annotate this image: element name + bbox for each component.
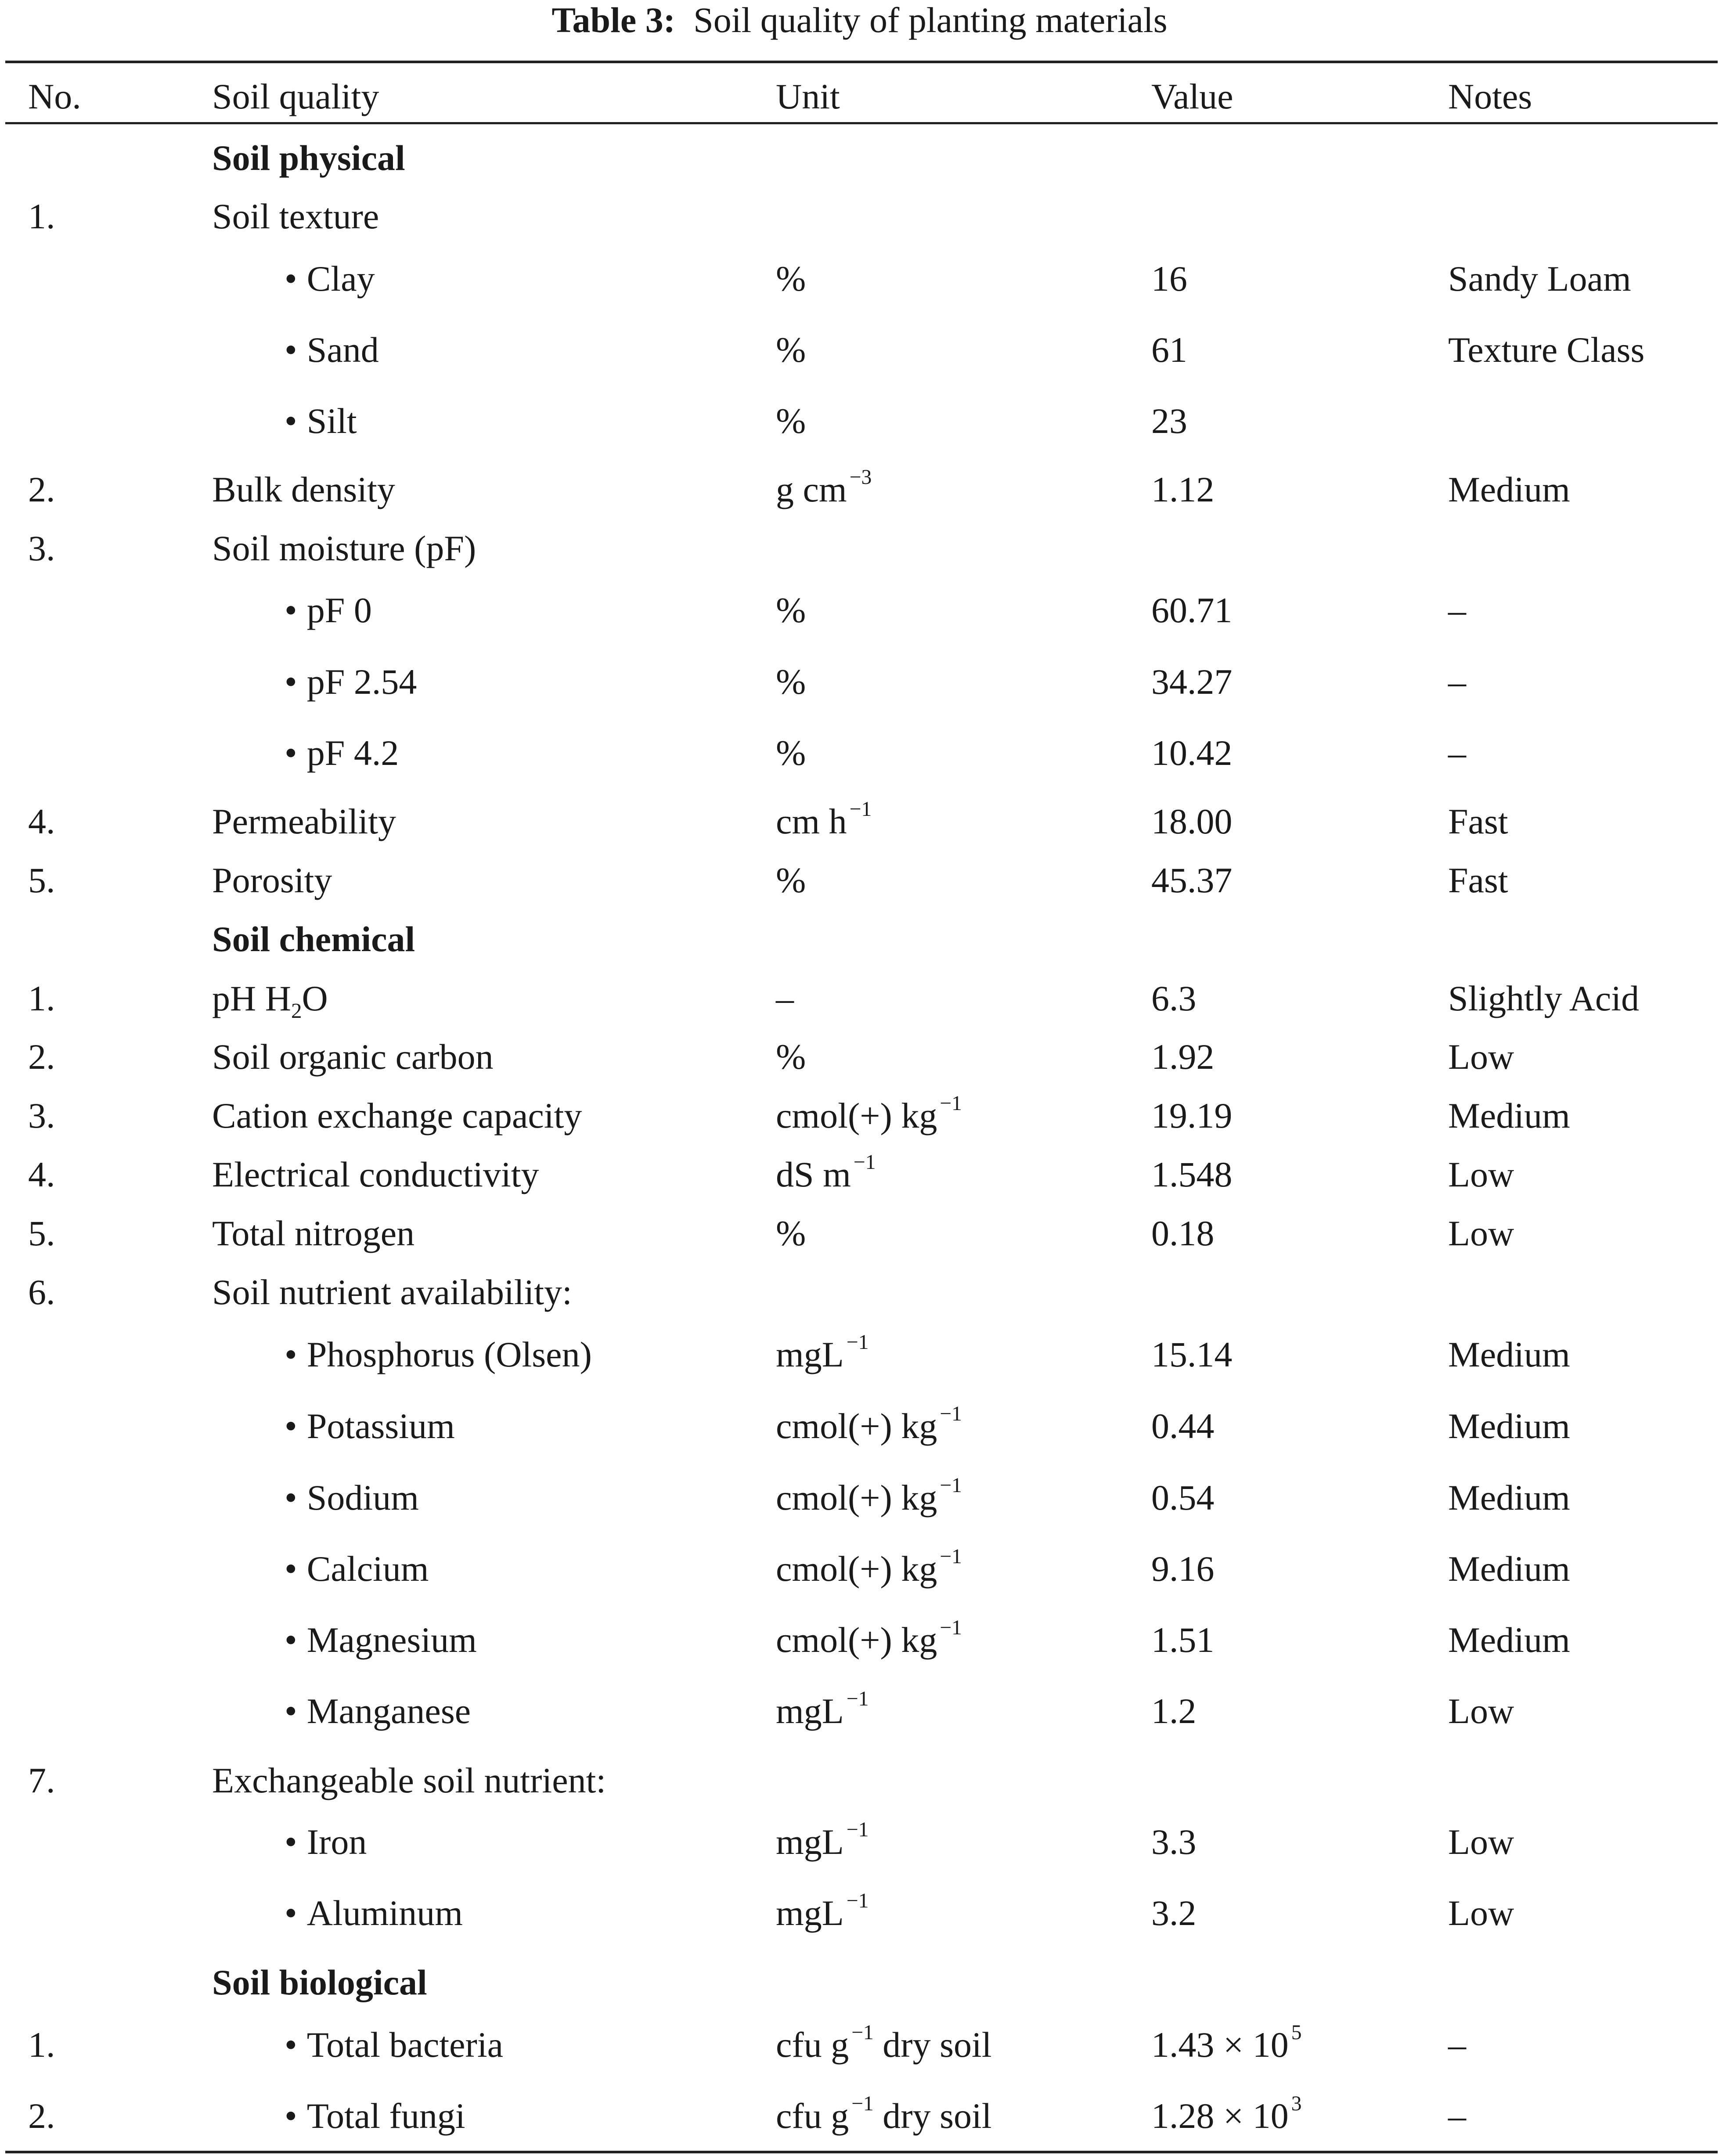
row-value: 0.18 xyxy=(1151,1213,1214,1253)
row-note: – xyxy=(1448,733,1466,773)
bullet: • xyxy=(285,733,297,773)
row-note: Low xyxy=(1448,1822,1514,1862)
row-value: 15.14 xyxy=(1151,1334,1232,1374)
bullet: • xyxy=(285,2025,297,2065)
row-unit: % xyxy=(776,1037,806,1077)
row-value: 34.27 xyxy=(1151,662,1232,702)
row-note: Slightly Acid xyxy=(1448,978,1640,1018)
row-note: – xyxy=(1448,2025,1466,2065)
row-value: 18.00 xyxy=(1151,801,1232,841)
row-note: Fast xyxy=(1448,860,1508,900)
bullet: • xyxy=(285,1822,297,1862)
row-unit: mgL $^{-1}$ xyxy=(776,1330,869,1374)
row-value: 10.42 xyxy=(1151,733,1232,773)
bullet: • xyxy=(285,330,297,370)
row-unit: % xyxy=(776,1213,806,1253)
row-label: • Total bacteria xyxy=(285,2025,503,2065)
row-number: 4. xyxy=(28,801,55,841)
row-value: 1.12 xyxy=(1151,469,1214,509)
row-label: • Total fungi xyxy=(285,2096,465,2136)
row-unit: % xyxy=(776,330,806,370)
row-number: 1. xyxy=(28,978,55,1018)
row-value: 0.44 xyxy=(1151,1406,1214,1446)
row-note: Low xyxy=(1448,1154,1514,1194)
row-note: Low xyxy=(1448,1893,1514,1933)
row-unit: % xyxy=(776,662,806,702)
row-value: 3.3 xyxy=(1151,1822,1196,1862)
row-note: Medium xyxy=(1448,1406,1570,1446)
row-unit: – xyxy=(776,978,794,1018)
row-label: Exchangeable soil nutrient: xyxy=(212,1760,606,1800)
row-label: • Magnesium xyxy=(285,1620,477,1660)
bottom-rule xyxy=(5,2151,1718,2153)
row-label: • Calcium xyxy=(285,1549,429,1589)
row-value: 1.51 xyxy=(1151,1620,1214,1660)
row-unit: mgL $^{-1}$ xyxy=(776,1818,869,1862)
bullet: • xyxy=(285,401,297,441)
row-unit: % xyxy=(776,401,806,441)
row-unit: cfu g $^{-1}$ dry soil xyxy=(776,2021,992,2065)
row-unit: cmol(+) kg $^{-1}$ xyxy=(776,1545,962,1589)
section-biological: Soil biological xyxy=(212,1962,427,2002)
row-number: 5. xyxy=(28,1213,55,1253)
row-label: Permeability xyxy=(212,801,396,841)
row-note: Medium xyxy=(1448,1334,1570,1374)
bullet: • xyxy=(285,1691,297,1731)
row-label: • Sodium xyxy=(285,1478,419,1518)
row-note: – xyxy=(1448,590,1466,630)
row-label: pH $H_2O$ xyxy=(212,978,328,1023)
row-label: • Potassium xyxy=(285,1406,455,1446)
row-note: – xyxy=(1448,2096,1466,2136)
row-unit: cfu g $^{-1}$ dry soil xyxy=(776,2092,992,2136)
row-note: Low xyxy=(1448,1691,1514,1731)
row-note: Medium xyxy=(1448,469,1570,509)
bullet: • xyxy=(285,590,297,630)
row-value: 1.2 xyxy=(1151,1691,1196,1731)
row-number: 5. xyxy=(28,860,55,900)
row-unit: % xyxy=(776,590,806,630)
row-value: 19.19 xyxy=(1151,1096,1232,1136)
row-number: 2. xyxy=(28,469,55,509)
bullet: • xyxy=(285,1620,297,1660)
row-number: 6. xyxy=(28,1272,55,1312)
row-number: 7. xyxy=(28,1760,55,1800)
bullet: • xyxy=(285,1478,297,1518)
row-note: Medium xyxy=(1448,1620,1570,1660)
row-value: 1.548 xyxy=(1151,1154,1232,1194)
row-value: 60.71 xyxy=(1151,590,1232,630)
header-rule xyxy=(5,122,1718,124)
row-label: Soil nutrient availability: xyxy=(212,1272,572,1312)
table-label: Table 3: xyxy=(551,0,676,40)
header-value: Value xyxy=(1151,76,1233,116)
row-label: Cation exchange capacity xyxy=(212,1096,582,1136)
row-unit: cmol(+) kg $^{-1}$ xyxy=(776,1474,962,1518)
row-note: Low xyxy=(1448,1037,1514,1077)
row-label: • Clay xyxy=(285,259,375,299)
top-rule xyxy=(5,61,1718,63)
row-value: 6.3 xyxy=(1151,978,1196,1018)
row-note: Medium xyxy=(1448,1478,1570,1518)
row-unit: % xyxy=(776,259,806,299)
row-value: 0.54 xyxy=(1151,1478,1214,1518)
row-note: – xyxy=(1448,662,1466,702)
section-chemical: Soil chemical xyxy=(212,919,415,959)
row-unit: % xyxy=(776,733,806,773)
bullet: • xyxy=(285,662,297,702)
row-unit: mgL $^{-1}$ xyxy=(776,1889,869,1933)
row-label: Total nitrogen xyxy=(212,1213,415,1253)
bullet: • xyxy=(285,1549,297,1589)
row-value: 45.37 xyxy=(1151,860,1232,900)
row-number: 1. xyxy=(28,2025,55,2065)
row-number: 4. xyxy=(28,1154,55,1194)
row-note: Sandy Loam xyxy=(1448,259,1631,299)
row-value: 16 xyxy=(1151,259,1187,299)
row-note: Medium xyxy=(1448,1549,1570,1589)
row-note: Fast xyxy=(1448,801,1508,841)
row-unit: % xyxy=(776,860,806,900)
row-value: 9.16 xyxy=(1151,1549,1214,1589)
row-number: 3. xyxy=(28,528,55,568)
bullet: • xyxy=(285,2096,297,2136)
row-number: 2. xyxy=(28,1037,55,1077)
row-label: Soil texture xyxy=(212,196,379,236)
row-label: • Silt xyxy=(285,401,357,441)
row-value: 1.92 xyxy=(1151,1037,1214,1077)
header-unit: Unit xyxy=(776,76,840,116)
row-value: 23 xyxy=(1151,401,1187,441)
header-quality: Soil quality xyxy=(212,76,379,116)
row-number: 2. xyxy=(28,2096,55,2136)
bullet: • xyxy=(285,1334,297,1374)
row-note: Texture Class xyxy=(1448,330,1645,370)
row-label: • Phosphorus (Olsen) xyxy=(285,1334,592,1374)
header-no: No. xyxy=(28,76,81,116)
row-unit: g cm $^{-3}$ xyxy=(776,465,872,509)
row-number: 3. xyxy=(28,1096,55,1136)
row-unit: mgL $^{-1}$ xyxy=(776,1687,869,1731)
row-label: • pF 2.54 xyxy=(285,662,417,702)
bullet: • xyxy=(285,1406,297,1446)
row-unit: cmol(+) kg $^{-1}$ xyxy=(776,1092,962,1136)
row-label: • Iron xyxy=(285,1822,367,1862)
row-label: • pF 0 xyxy=(285,590,372,630)
bullet: • xyxy=(285,1893,297,1933)
row-label: Soil moisture (pF) xyxy=(212,528,476,568)
row-label: • Aluminum xyxy=(285,1893,463,1933)
row-label: Soil organic carbon xyxy=(212,1037,494,1077)
row-value: 1.43 × 10 $^5$ xyxy=(1151,2021,1302,2065)
row-unit: cmol(+) kg $^{-1}$ xyxy=(776,1616,962,1660)
row-value: 3.2 xyxy=(1151,1893,1196,1933)
row-note: Low xyxy=(1448,1213,1514,1253)
row-unit: dS m $^{-1}$ xyxy=(776,1150,876,1194)
row-label: Porosity xyxy=(212,860,332,900)
row-label: • pF 4.2 xyxy=(285,733,399,773)
row-label: • Manganese xyxy=(285,1691,471,1731)
table-caption xyxy=(0,0,1719,44)
row-value: 61 xyxy=(1151,330,1187,370)
row-label: Electrical conductivity xyxy=(212,1154,539,1194)
row-unit: cmol(+) kg $^{-1}$ xyxy=(776,1402,962,1446)
table-title: Soil quality of planting materials xyxy=(693,0,1168,40)
row-note: Medium xyxy=(1448,1096,1570,1136)
row-label: Bulk density xyxy=(212,469,395,509)
row-value: 1.28 × 10 $^3$ xyxy=(1151,2092,1302,2136)
header-notes: Notes xyxy=(1448,76,1532,116)
row-unit: cm h $^{-1}$ xyxy=(776,797,872,841)
row-number: 1. xyxy=(28,196,55,236)
row-label: • Sand xyxy=(285,330,379,370)
bullet: • xyxy=(285,259,297,299)
section-physical: Soil physical xyxy=(212,138,405,178)
